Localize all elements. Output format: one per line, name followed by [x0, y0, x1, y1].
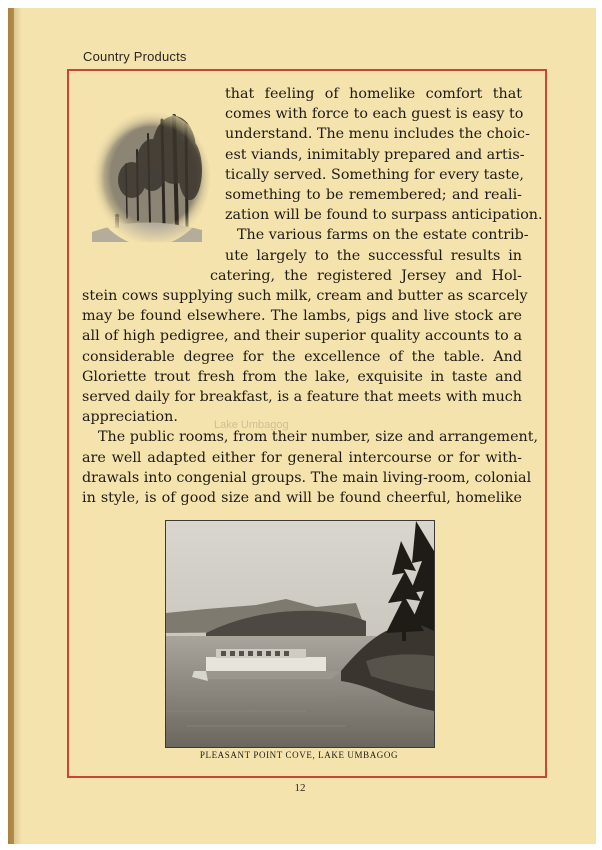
text-line: something to be remembered; and reali- — [225, 187, 522, 204]
photo-caption: PLEASANT POINT COVE, LAKE UMBAGOG — [199, 750, 399, 760]
text-line: catering, the registered Jersey and Hol- — [210, 267, 522, 284]
text-line: served daily for breakfast, is a feature that meets with much — [82, 389, 522, 406]
text-line: tically served. Something for every taste, — [225, 166, 524, 183]
faint-watermark: Lake Umbagog — [214, 419, 289, 431]
text-line: stein cows supplying such milk, cream and butter as scarcely — [82, 288, 528, 305]
text-line: all of high pedigree, and their superior quality accounts to a — [82, 328, 522, 345]
text-line: understand. The menu includes the choic- — [225, 126, 530, 143]
text-line: Gloriette trout fresh from the lake, exquisite in taste and — [82, 368, 522, 385]
page-number: 12 — [294, 782, 306, 794]
text-line: may be found elsewhere. The lambs, pigs and live stock are — [82, 308, 522, 325]
text-line: appreciation. — [82, 409, 178, 426]
body-text — [82, 84, 543, 508]
text-line: drawals into congenial groups. The main living-room, colonial — [82, 469, 532, 486]
text-line: comes with force to each guest is easy to — [225, 106, 524, 123]
text-line: The various farms on the estate contrib- — [237, 227, 529, 244]
lake-cove-photo — [165, 520, 435, 748]
spine-shadow — [8, 8, 22, 844]
text-line: that feeling of homelike comfort that — [225, 86, 522, 102]
text-line: The public rooms, from their number, size and arrangement, — [98, 429, 539, 446]
text-line: est viands, inimitably prepared and artis- — [225, 146, 525, 163]
running-head: Country Products — [83, 49, 187, 64]
text-line: are well adapted either for general intercourse or for with- — [82, 449, 522, 466]
text-line: considerable degree for the excellence of the table. And — [82, 348, 522, 365]
text-line: ute largely to the successful results in — [225, 247, 522, 264]
text-line: zation will be found to surpass anticipation. — [225, 207, 543, 224]
text-line: in style, is of good size and will be found cheerful, homelike — [82, 490, 522, 507]
